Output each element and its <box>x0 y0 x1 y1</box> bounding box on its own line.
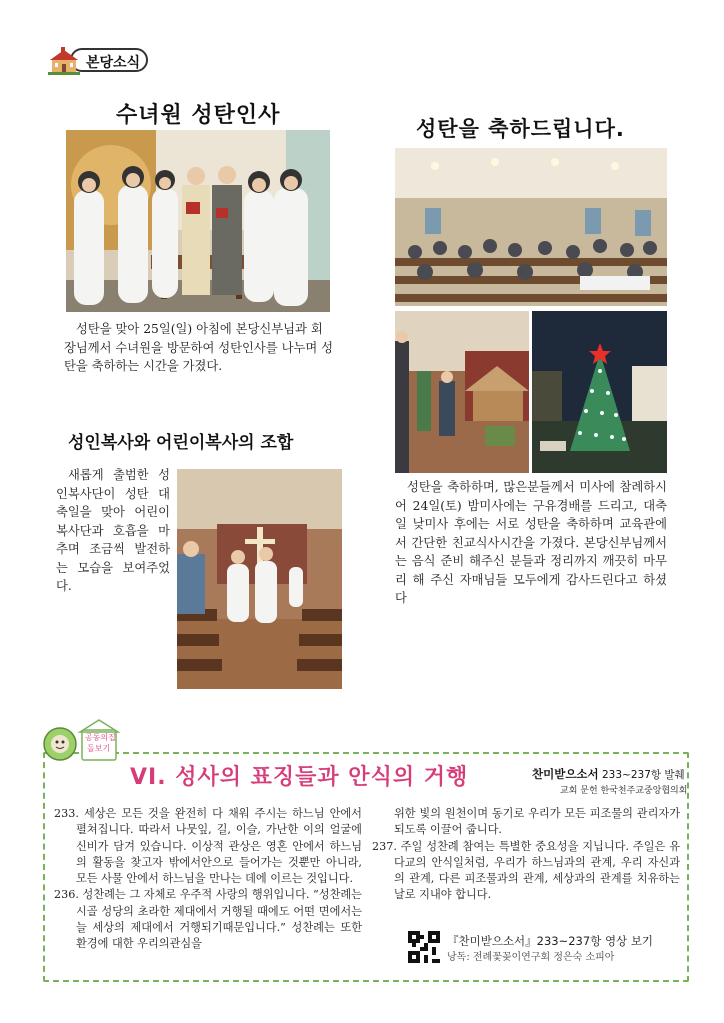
source-main: 찬미받으소서 <box>532 767 599 781</box>
nativity-photo <box>395 311 529 473</box>
paragraph-233: 233. 세상은 모든 것을 완전히 다 채워 주시는 하느님 안에서 펼쳐집니다. 따라서 나뭇잎, 길, 이슬, 가난한 이의 얼굴에 신비가 담겨 있습니다. 이상적 관상은 영혼 안에서 하느님의 활동을 찾고자 밖에서안으로 들어가는 것뿐만 아니라, 모든 사물 안에서 하느님을 만나는 데에 이르는 것입니다. <box>54 807 362 886</box>
laudato-source-sub: 교회 문헌 한국천주교중앙협의회 <box>560 786 688 796</box>
section-tag <box>46 46 150 76</box>
qr-code[interactable] <box>408 931 440 963</box>
church-icon <box>46 46 82 76</box>
laudato-badge <box>40 718 120 768</box>
altar-server-photo <box>177 469 342 689</box>
badge-line2: 돌보기 <box>87 744 111 753</box>
convent-caption: 성탄을 맞아 25일(일) 아침에 본당신부님과 회장님께서 수녀원을 방문하여 성탄인사를 나누며 성탄을 축하하는 시간을 가졌다. <box>64 322 333 373</box>
paragraph-236-cont: 위한 빛의 원천이며 동기로 우리가 모든 피조물의 관리자가 되도록 이끌어 줍니다. <box>394 807 680 837</box>
convent-photo <box>66 130 330 312</box>
laudato-title: VI. 성사의 표징들과 안식의 거행 <box>130 765 469 790</box>
christmas-title: 성탄을 축하드립니다. <box>416 117 625 141</box>
paragraph-236: 236. 성찬례는 그 자체로 우주적 사랑의 행위입니다. “성찬례는 시골 성당의 초라한 제대에서 거행될 때에도 어떤 면에서는 늘 세상의 제대에서 거행되기때문입니다.” 성찬례는 또한 환경에 대한 우리의관심을 <box>54 888 362 951</box>
reader-label: 낭독: 전례꽃꽂이연구회 정은숙 소피아 <box>447 952 615 963</box>
altar-server-caption: 새롭게 출범한 성인복사단이 성탄 대축일을 맞아 어린이 복사단과 호흡을 마추며 조금씩 발전하는 모습을 보여주었다. <box>56 468 170 593</box>
paragraph-237: 237. 주일 성찬례 참여는 특별한 중요성을 지닙니다. 주일은 유다교의 안식일처럼, 우리가 하느님과의 관계, 우리 자신과의 관계, 다른 피조물과의 관계, 세상과의 관계를 치유하는 날로 지내야 합니다. <box>372 839 680 902</box>
laudato-source <box>532 766 685 782</box>
convent-title: 수녀원 성탄인사 <box>116 103 281 128</box>
source-range: 233~237항 발췌 <box>598 769 685 781</box>
christmas-caption: 성탄을 축하하며, 많은분들께서 미사에 참례하시어 24일(토) 밤미사에는 구유경배를 드리고, 대축일 낮미사 후에는 서로 성탄을 축하하며 교육관에서 간단한 친교식사시간을 가졌다. 본당신부님께서는 음식 준비 해주신 분들과 정리까지 깨끗히 마무리 해 주신 자매님들 모두에게 감사드린다고 하셨다 <box>395 480 667 605</box>
qr-code-icon <box>408 931 440 963</box>
christmas-tree-photo <box>532 311 667 473</box>
altar-server-title: 성인복사와 어린이복사의 조합 <box>68 433 294 453</box>
mass-photo <box>395 148 667 306</box>
video-caption[interactable]: 『찬미받으소서』233~237항 영상 보기 <box>447 934 654 948</box>
laudato-left-column <box>54 806 362 953</box>
laudato-right-column <box>372 806 680 904</box>
badge-line1: 공동의집 <box>85 733 116 742</box>
section-label: 본당소식 <box>86 55 141 71</box>
